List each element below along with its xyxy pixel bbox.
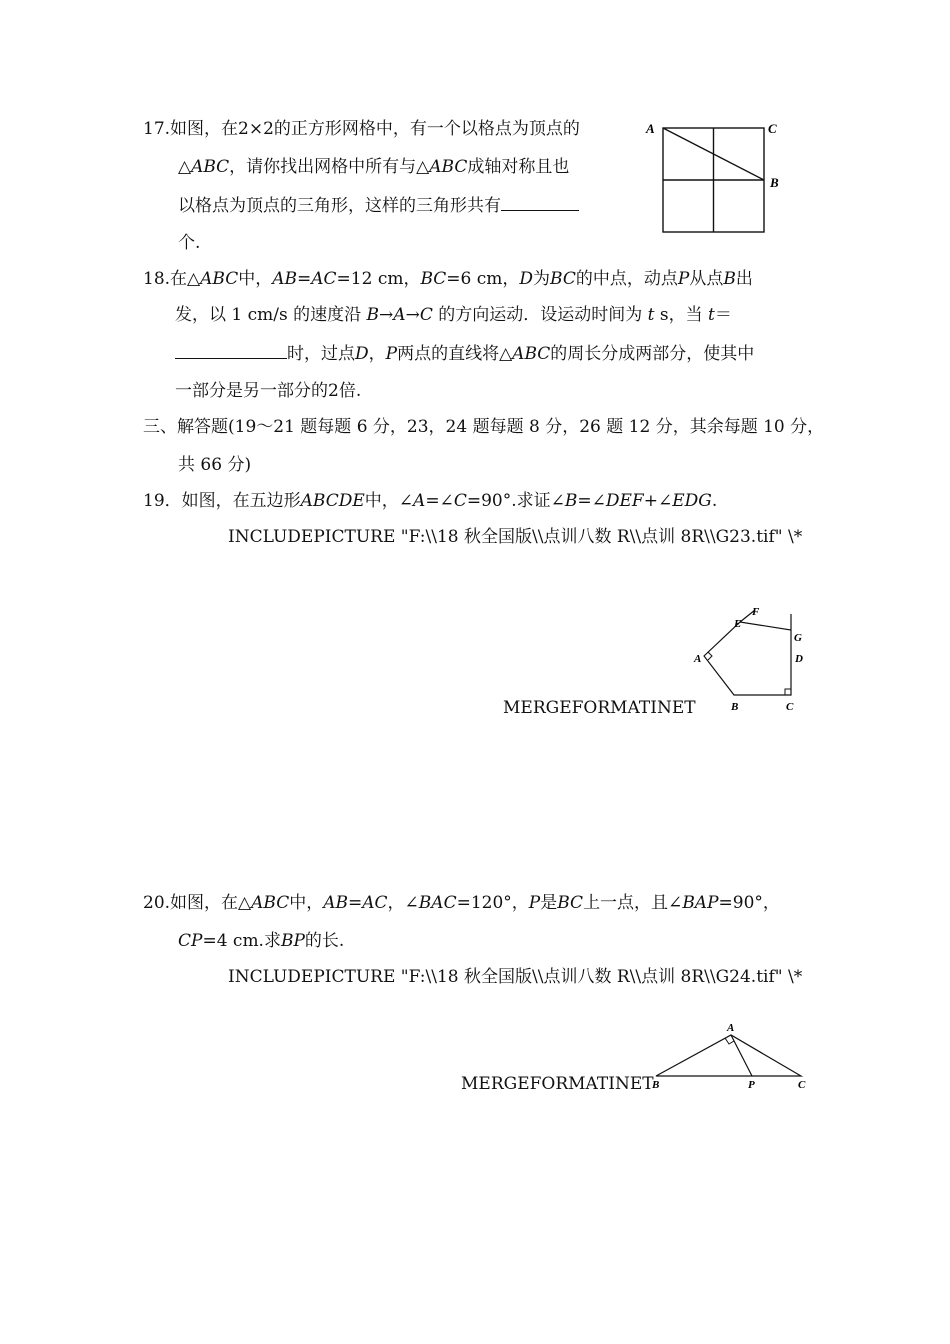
- label-a: A: [646, 121, 655, 136]
- label-g: G: [794, 632, 802, 644]
- label-d: D: [795, 653, 803, 665]
- v: ABC: [512, 344, 551, 364]
- v: DEF: [605, 491, 644, 511]
- q17-abc: ABC: [191, 157, 230, 177]
- v: BAP: [682, 893, 719, 913]
- t: →: [405, 305, 420, 325]
- t: 发，以 1 cm/s 的速度沿: [175, 305, 367, 325]
- v: BC: [420, 269, 447, 289]
- v: C: [453, 491, 467, 511]
- v: EDG: [672, 491, 712, 511]
- q17-text1: 如图，在2×2的正方形网格中，有一个以格点为顶点的: [170, 119, 580, 139]
- label-f: F: [752, 606, 760, 618]
- v: ABC: [251, 893, 290, 913]
- t: .: [711, 491, 718, 511]
- v: BP: [280, 931, 305, 951]
- q17-text2b: ，请你找出网格中所有与△: [229, 157, 430, 177]
- t: 时，过点: [287, 344, 355, 364]
- v: BC: [557, 893, 584, 913]
- t: =120°，: [456, 893, 529, 913]
- q19-includepicture: INCLUDEPICTURE "F:\\18 秋全国版\\点训八数 R\\点训 8R\\G23.tif" \*: [228, 527, 803, 547]
- q18-line4: [175, 380, 361, 402]
- t: 在△: [170, 269, 201, 289]
- v: B: [723, 269, 736, 289]
- triangle-abc: [656, 1035, 801, 1076]
- v: P: [528, 893, 541, 913]
- t: =: [348, 893, 363, 913]
- label-b: B: [731, 701, 739, 713]
- q18-number: 18.: [143, 269, 171, 289]
- label-b: B: [770, 175, 779, 190]
- q17-abc2: ABC: [429, 157, 468, 177]
- v: ABCDE: [300, 491, 365, 511]
- q18-line3: [175, 342, 754, 365]
- label-a: A: [727, 1022, 735, 1034]
- label-e: E: [734, 618, 742, 630]
- section3-line2: 共 66 分): [178, 455, 252, 475]
- q17-grid-figure: [640, 115, 790, 240]
- v: A: [413, 491, 426, 511]
- v: A: [393, 305, 406, 325]
- t: +∠: [643, 491, 673, 511]
- v: C: [419, 305, 433, 325]
- label-c: C: [768, 121, 777, 136]
- q17-text4: 个.: [178, 233, 201, 253]
- t: 的长.: [304, 931, 345, 951]
- q17-number: 17.: [143, 119, 171, 139]
- q17-line4: [178, 232, 200, 254]
- q18-line1: [143, 268, 753, 290]
- v: BAC: [418, 893, 457, 913]
- t: =∠: [425, 491, 454, 511]
- q20-line1: [143, 892, 780, 914]
- v: P: [385, 344, 398, 364]
- t: =90°.求证∠: [466, 491, 565, 511]
- t: 从点: [689, 269, 724, 289]
- v: t: [708, 305, 715, 325]
- q20-line2: [178, 930, 344, 952]
- t: 的周长分成两部分，使其中: [550, 344, 755, 364]
- t: =12 cm，: [336, 269, 421, 289]
- v: t: [647, 305, 655, 325]
- v: B: [366, 305, 380, 325]
- v: AC: [362, 893, 388, 913]
- v: AB: [272, 269, 297, 289]
- right-angle-c: [785, 689, 791, 695]
- t: 如图，在五边形: [181, 491, 301, 511]
- q18-text4: 一部分是另一部分的2倍.: [175, 381, 362, 401]
- t: =90°，: [718, 893, 780, 913]
- q19-line1: [143, 490, 717, 512]
- q20-triangle-figure: [648, 1018, 813, 1096]
- t: →: [379, 305, 394, 325]
- v: P: [677, 269, 690, 289]
- t: 两点的直线将△: [397, 344, 513, 364]
- t: 的方向运动．设运动时间为: [432, 305, 648, 325]
- q17-answer-blank[interactable]: [501, 194, 579, 211]
- v: AC: [311, 269, 337, 289]
- q20-includepicture: INCLUDEPICTURE "F:\\18 秋全国版\\点训八数 R\\点训 8R\\G24.tif" \*: [228, 967, 803, 987]
- t: 是: [540, 893, 558, 913]
- t: 的中点，动点: [575, 269, 678, 289]
- t: 如图，在△: [170, 893, 252, 913]
- label-c: C: [786, 701, 794, 713]
- q17-text3: 以格点为顶点的三角形，这样的三角形共有: [178, 196, 501, 216]
- v: B: [564, 491, 578, 511]
- q17-line2: [178, 156, 569, 178]
- t: 上一点，且∠: [583, 893, 683, 913]
- v: ABC: [200, 269, 239, 289]
- t: =4 cm.求: [202, 931, 281, 951]
- q17-line1: [143, 118, 580, 140]
- t: 出: [735, 269, 753, 289]
- t: 中，∠: [364, 491, 414, 511]
- t: ＝: [714, 305, 732, 325]
- pentagon-abcde: [704, 622, 791, 695]
- t: =6 cm，: [446, 269, 520, 289]
- q19-mergeformat: MERGEFORMATINET: [503, 698, 696, 718]
- q18-answer-blank[interactable]: [175, 342, 287, 359]
- t: 中，: [238, 269, 273, 289]
- t: s，当: [654, 305, 709, 325]
- v: D: [519, 269, 534, 289]
- v: D: [355, 344, 369, 364]
- q17-tri: △: [178, 157, 192, 177]
- q17-line3: [178, 194, 579, 217]
- q19-pentagon-figure: [690, 600, 815, 718]
- label-a: A: [694, 653, 702, 665]
- t: =: [297, 269, 312, 289]
- right-angle-a: [708, 652, 712, 660]
- t: 中，: [289, 893, 324, 913]
- q19-number: 19．: [143, 491, 182, 511]
- t: ，∠: [387, 893, 419, 913]
- label-p: P: [748, 1079, 755, 1091]
- q20-mergeformat: MERGEFORMATINET: [461, 1074, 654, 1094]
- t: =∠: [577, 491, 606, 511]
- label-b: B: [652, 1079, 660, 1091]
- q17-text2c: 成轴对称且也: [467, 157, 570, 177]
- label-c: C: [798, 1079, 806, 1091]
- v: BC: [550, 269, 576, 289]
- t: 为: [533, 269, 551, 289]
- v: AB: [323, 893, 348, 913]
- t: ，: [368, 344, 386, 364]
- q18-line2: [175, 304, 732, 326]
- v: CP: [178, 931, 203, 951]
- section3-line1: 三、解答题(19～21 题每题 6 分，23，24 题每题 8 分，26 题 12 分，其余每题 10 分，: [143, 417, 825, 437]
- q20-number: 20.: [143, 893, 171, 913]
